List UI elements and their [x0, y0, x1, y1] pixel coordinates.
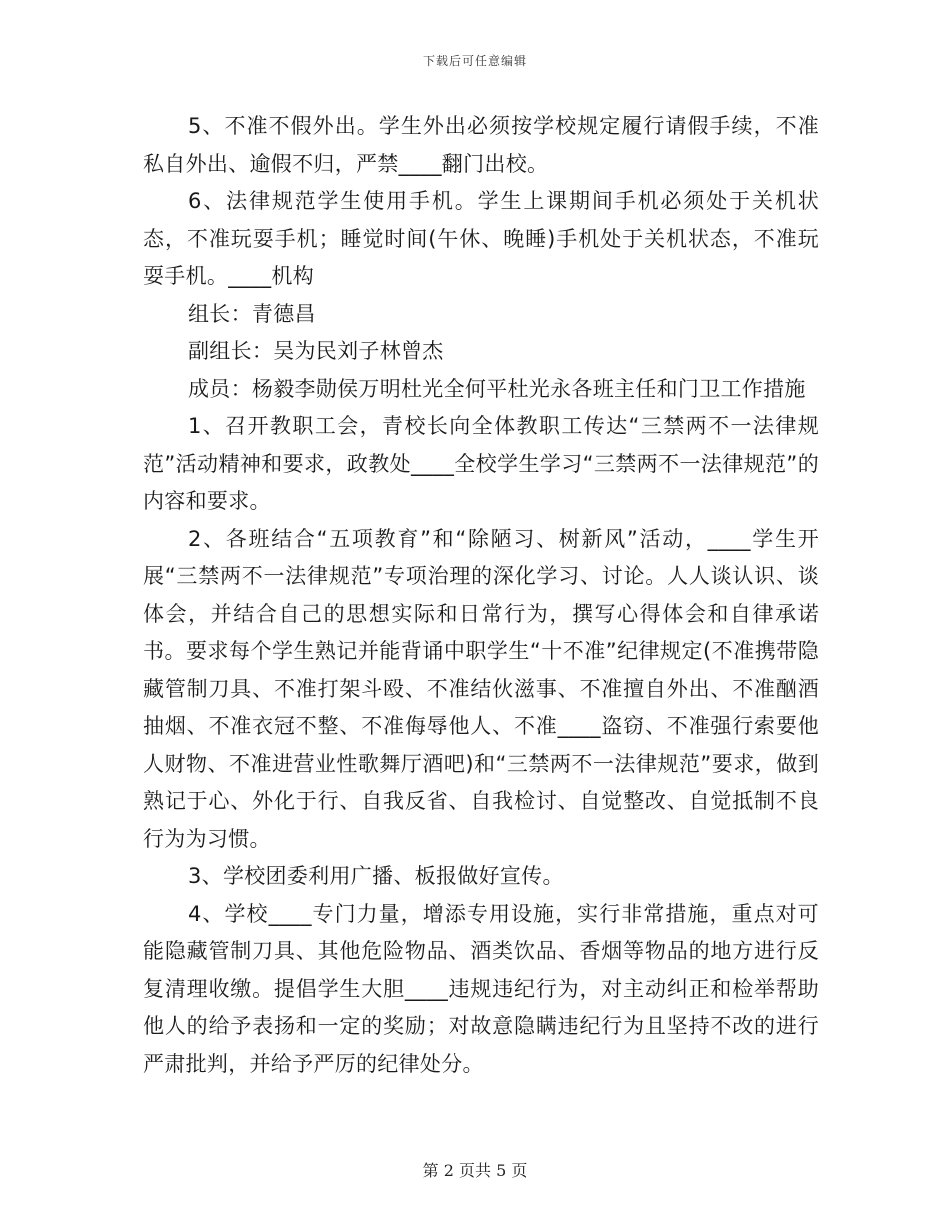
page-number: 第 2 页共 5 页 — [422, 1161, 528, 1180]
paragraph-group-leader: 组长：青德昌 — [188, 301, 316, 326]
paragraph-deputy-leader: 副组长：吴为民刘子林曾杰 — [188, 339, 444, 363]
document-body — [143, 108, 819, 1083]
paragraph-rule-6: 6、法律规范学生使用手机。学生上课期间手机必须处于关机状态，不准玩耍手机；睡觉时间(午休、晚睡)手机处于关机状态，不准玩耍手机。____机构 — [143, 189, 819, 288]
paragraph-measure-2: 2、各班结合“五项教育”和“除陋习、树新风”活动，____学生开展“三禁两不一法律规范”专项治理的深化学习、讨论。人人谈认识、谈体会，并结合自己的思想实际和日常行为，撰写心得体会和自律承诺书。要求每个学生熟记并能背诵中职学生“十不准”纪律规定(不准携带隐藏管制刀具、不准打架斗殴、不准结伙滋事、不准擅自外出、不准酗酒抽烟、不准衣冠不整、不准侮辱他人、不准____盗窃、不准强行索要他人财物、不准进营业性歌舞厅酒吧)和“三禁两不一法律规范”要求，做到熟记于心、外化于行、自我反省、自我检讨、自觉整改、自觉抵制不良行为为习惯。 — [143, 526, 819, 851]
paragraph-measure-1: 1、召开教职工会，青校长向全体教职工传达“三禁两不一法律规范”活动精神和要求，政教处____全校学生学习“三禁两不一法律规范”的内容和要求。 — [143, 414, 819, 513]
page-header: 下载后可任意编辑 — [422, 54, 527, 68]
paragraph-measure-4: 4、学校____专门力量，增添专用设施，实行非常措施，重点对可能隐藏管制刀具、其他危险物品、酒类饮品、香烟等物品的地方进行反复清理收缴。提倡学生大胆____违规违纪行为，对主动纠正和检举帮助他人的给予表扬和一定的奖励；对故意隐瞒违纪行为且坚持不改的进行严肃批判，并给予严厉的纪律处分。 — [143, 901, 819, 1076]
paragraph-measure-3: 3、学校团委利用广播、板报做好宣传。 — [188, 864, 564, 888]
paragraph-rule-5: 5、不准不假外出。学生外出必须按学校规定履行请假手续，不准私自外出、逾假不归，严禁____翻门出校。 — [143, 114, 819, 176]
paragraph-members: 成员：杨毅李勋侯万明杜光全何平杜光永各班主任和门卫工作措施 — [188, 376, 806, 401]
